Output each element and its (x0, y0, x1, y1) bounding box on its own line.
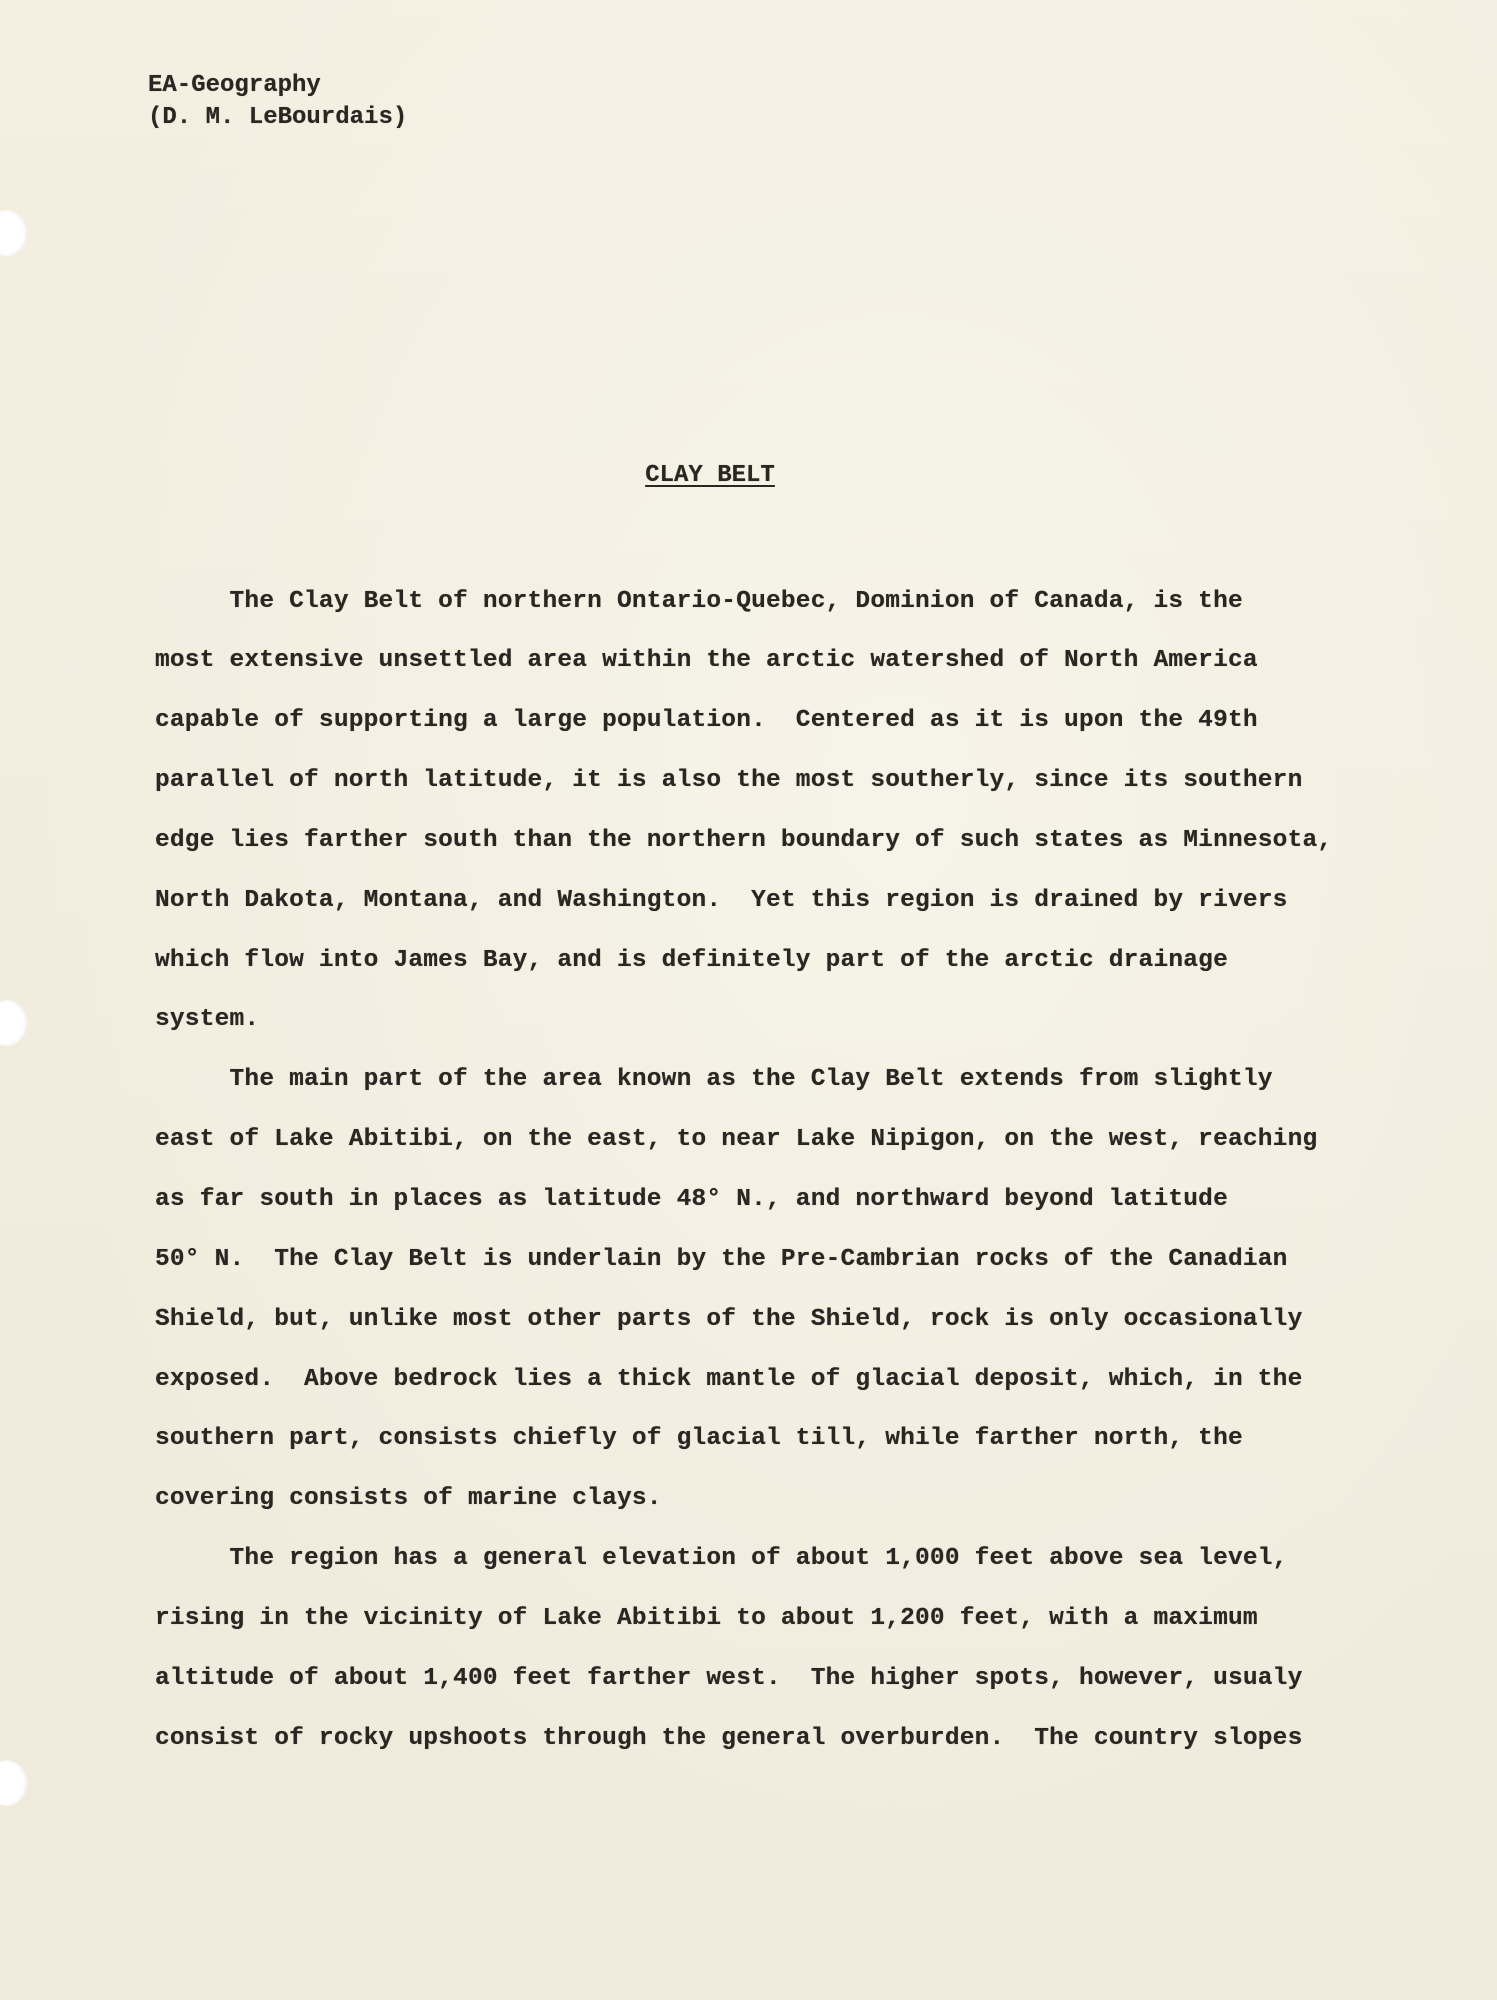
body-line: as far south in places as latitude 48° N., and northward beyond latitude (155, 1186, 1228, 1213)
body-line: rising in the vicinity of Lake Abitibi to about 1,200 feet, with a maximum (155, 1605, 1258, 1632)
body-line: exposed. Above bedrock lies a thick mantle of glacial deposit, which, in the (155, 1366, 1303, 1393)
body-line: edge lies farther south than the northern boundary of such states as Minnesota, (155, 827, 1333, 854)
body-line: Shield, but, unlike most other parts of the Shield, rock is only occasionally (155, 1306, 1303, 1333)
punch-hole (0, 1000, 28, 1046)
body-line: The Clay Belt of northern Ontario-Quebec, Dominion of Canada, is the (155, 588, 1243, 615)
punch-hole (0, 210, 28, 256)
body-line: east of Lake Abitibi, on the east, to near Lake Nipigon, on the west, reaching (155, 1126, 1318, 1153)
body-line: system. (155, 1006, 260, 1033)
page-title: CLAY BELT (645, 462, 775, 489)
body-line: which flow into James Bay, and is definitely part of the arctic drainage (155, 947, 1228, 974)
header-author: (D. M. LeBourdais) (148, 104, 408, 131)
header-subject: EA-Geography (148, 72, 321, 99)
body-line: consist of rocky upshoots through the general overburden. The country slopes (155, 1725, 1303, 1752)
body-line: North Dakota, Montana, and Washington. Yet this region is drained by rivers (155, 887, 1288, 914)
punch-hole (0, 1760, 28, 1806)
body-line: most extensive unsettled area within the arctic watershed of North America (155, 647, 1258, 674)
body-line: covering consists of marine clays. (155, 1485, 662, 1512)
body-line: The main part of the area known as the Clay Belt extends from slightly (155, 1066, 1273, 1093)
body-line: 50° N. The Clay Belt is underlain by the Pre-Cambrian rocks of the Canadian (155, 1246, 1288, 1273)
body-line: capable of supporting a large population. Centered as it is upon the 49th (155, 707, 1258, 734)
document-header (148, 70, 407, 134)
body-line: parallel of north latitude, it is also the most southerly, since its southern (155, 767, 1303, 794)
body-line: altitude of about 1,400 feet farther west. The higher spots, however, usualy (155, 1665, 1303, 1692)
body-line: southern part, consists chiefly of glacial till, while farther north, the (155, 1425, 1243, 1452)
body-line: The region has a general elevation of about 1,000 feet above sea level, (155, 1545, 1288, 1572)
